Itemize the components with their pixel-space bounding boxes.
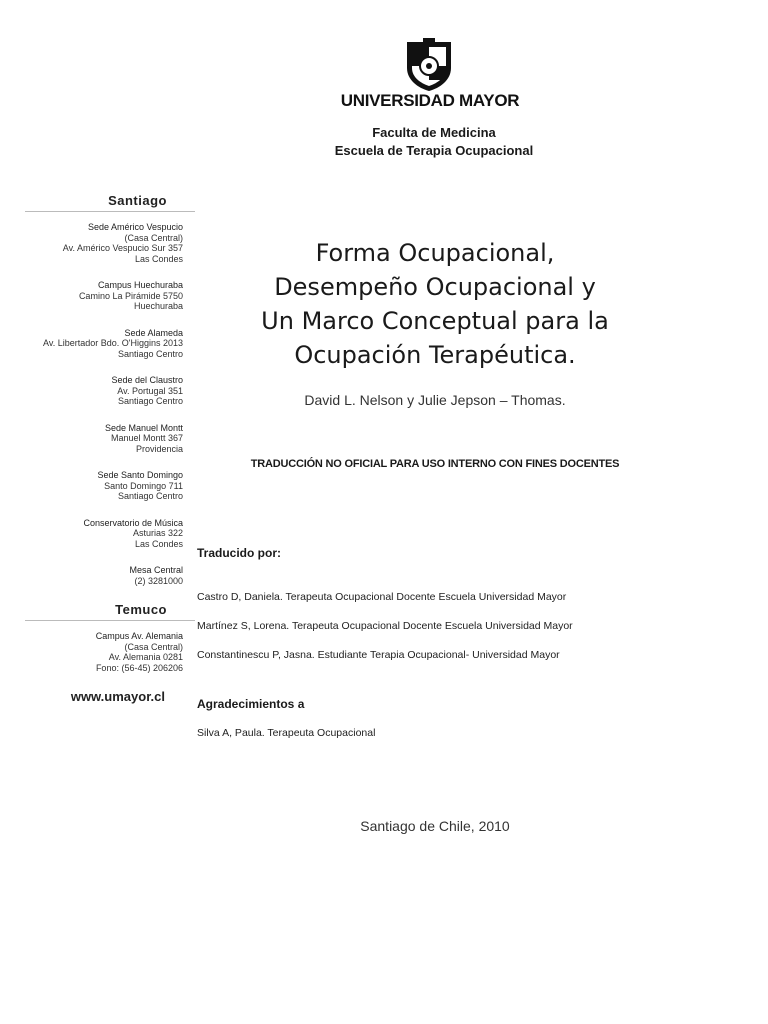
authors: David L. Nelson y Julie Jepson – Thomas. [304, 392, 566, 408]
campus-line: Providencia [135, 443, 183, 454]
campus-line: (2) 3281000 [134, 575, 183, 586]
website-link[interactable]: www.umayor.cl [70, 689, 165, 704]
translator-entry: Martínez S, Lorena. Terapeuta Ocupacional Docente Escuela Universidad Mayor [197, 620, 573, 632]
campus-line: Las Condes [134, 253, 183, 264]
translation-notice: TRADUCCIÓN NO OFICIAL PARA USO INTERNO CON FINES DOCENTES [250, 458, 620, 470]
campus-line: Santiago Centro [117, 396, 183, 406]
title-line: Desempeño Ocupacional y [274, 273, 596, 301]
campus-line: (Casa Central) [124, 232, 183, 243]
campus-line: Asturias 322 [132, 528, 183, 538]
city-heading-santiago: Santiago [108, 193, 167, 208]
campus-line: (Casa Central) [124, 641, 183, 652]
faculty-block [0, 124, 768, 160]
campus-name: Campus Av. Alemania [95, 631, 183, 641]
city-heading-temuco: Temuco [115, 602, 167, 617]
campus-line: Manuel Montt 367 [110, 433, 183, 443]
campus-entry [25, 565, 195, 586]
campus-line: Las Condes [134, 538, 183, 549]
campus-line: Av. Américo Vespucio Sur 357 [62, 243, 183, 253]
campus-entry [25, 518, 195, 550]
campus-name: Sede Santo Domingo [97, 470, 183, 480]
campus-name: Sede Américo Vespucio [87, 222, 183, 232]
campus-entry [25, 470, 195, 502]
faculty-name: Faculta de Medicina [372, 125, 496, 140]
campus-entry [25, 280, 195, 312]
campus-line: Santiago Centro [117, 348, 183, 359]
campus-line: Av. Alemania 0281 [108, 652, 183, 662]
campus-name: Sede Manuel Montt [104, 422, 183, 433]
university-shield-logo [404, 38, 454, 92]
title-line: Ocupación Terapéutica. [294, 341, 576, 369]
campus-sidebar [25, 193, 195, 704]
school-name: Escuela de Terapia Ocupacional [334, 143, 534, 158]
campus-line: Huechuraba [133, 301, 183, 311]
campus-entry [25, 423, 195, 455]
campus-entry [25, 328, 195, 360]
acknowledged-person: Silva A, Paula. Terapeuta Ocupacional [197, 727, 376, 739]
title-line: Forma Ocupacional, [315, 239, 555, 267]
campus-line: Fono: (56-45) 206206 [95, 662, 183, 673]
campus-name: Campus Huechuraba [97, 280, 183, 290]
acknowledgements-heading: Agradecimientos a [197, 697, 305, 711]
campus-name: Sede Alameda [124, 327, 183, 338]
campus-line: Av. Libertador Bdo. O'Higgins 2013 [43, 338, 183, 348]
campus-line: Camino La Pirámide 5750 [78, 290, 183, 301]
campus-name: Mesa Central [129, 565, 183, 575]
divider [25, 620, 195, 621]
place-and-date: Santiago de Chile, 2010 [360, 818, 510, 834]
campus-line: Av. Portugal 351 [117, 385, 183, 396]
campus-entry [25, 222, 195, 264]
translated-by-heading: Traducido por: [197, 546, 281, 560]
campus-entry [25, 375, 195, 407]
campus-line: Santiago Centro [117, 491, 183, 501]
campus-entry [25, 631, 195, 673]
document-title [200, 236, 670, 372]
campus-name: Conservatorio de Música [83, 517, 183, 528]
translator-entry: Castro D, Daniela. Terapeuta Ocupacional Docente Escuela Universidad Mayor [197, 591, 567, 603]
campus-line: Santo Domingo 711 [104, 480, 183, 491]
university-name: UNIVERSIDAD MAYOR [340, 91, 520, 110]
divider [25, 211, 195, 212]
campus-name: Sede del Claustro [111, 375, 183, 385]
title-line: Un Marco Conceptual para la [261, 307, 609, 335]
translator-entry: Constantinescu P, Jasna. Estudiante Terapia Ocupacional- Universidad Mayor [197, 649, 560, 661]
